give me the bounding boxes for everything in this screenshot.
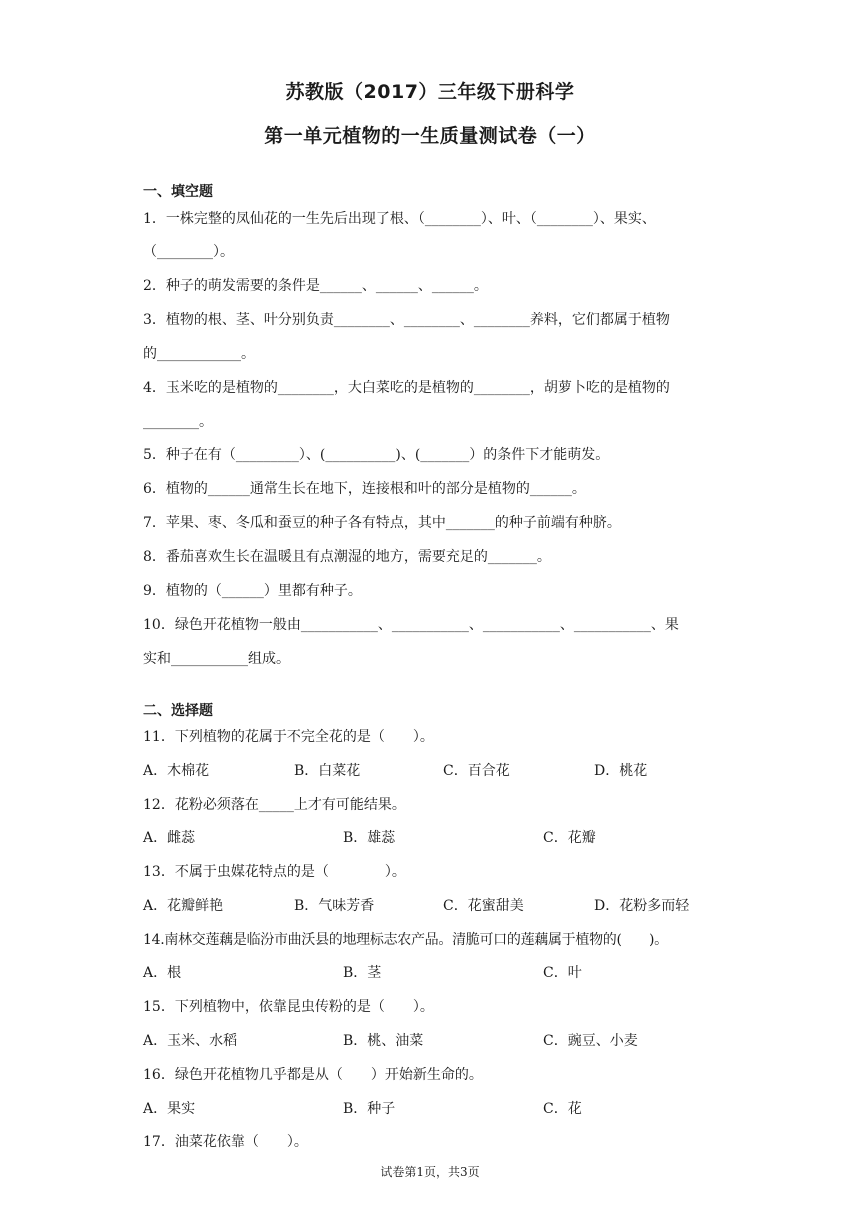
section-multiple-choice: 二、选择题 [143,703,213,719]
title-line-2: 第一单元植物的一生质量测试卷（一） [264,125,596,147]
question-1-line-1: 1．一株完整的凤仙花的一生先后出现了根、（________）、叶、（________）、果实、 [143,211,656,227]
question-10-line-1: 10．绿色开花植物一般由___________、___________、___________、___________、果 [143,617,679,633]
question-5: 5．种子在有（_________）、(__________)、(_______）的条件下才能萌发。 [143,447,610,463]
question-11-option-c: C．百合花 [443,763,510,779]
question-12: 12．花粉必须落在_____上才有可能结果。 [143,797,406,813]
question-15: 15．下列植物中，依靠昆虫传粉的是（ ）。 [143,999,434,1015]
question-2: 2．种子的萌发需要的条件是______、______、______。 [143,278,488,294]
page-footer: 试卷第1页，共3页 [380,1165,480,1179]
question-14: 14.南林交莲藕是临汾市曲沃县的地理标志农产品。清脆可口的莲藕属于植物的( )。 [143,932,668,948]
question-9: 9．植物的（______）里都有种子。 [143,583,362,599]
question-11: 11．下列植物的花属于不完全花的是（ ）。 [143,729,434,745]
question-3-line-2: 的____________。 [143,346,255,362]
question-15-option-b: B．桃、油菜 [343,1033,424,1049]
question-8: 8．番茄喜欢生长在温暖且有点潮湿的地方，需要充足的_______。 [143,549,551,565]
question-15-option-a: A．玉米、水稻 [143,1033,238,1049]
section-fill-blank: 一、填空题 [143,184,213,200]
question-14-option-a: A．根 [143,965,182,981]
question-14-option-b: B．茎 [343,965,382,981]
question-3-line-1: 3．植物的根、茎、叶分别负责________、________、________养料，它们都属于植物 [143,312,670,328]
question-11-option-d: D．桃花 [594,763,648,779]
question-16-option-b: B．种子 [343,1101,396,1117]
question-13-option-c: C．花蜜甜美 [443,898,524,914]
question-4-line-1: 4．玉米吃的是植物的________，大白菜吃的是植物的________，胡萝卜吃的是植物的 [143,380,670,396]
question-6: 6．植物的______通常生长在地下，连接根和叶的部分是植物的______。 [143,481,586,497]
question-4-line-2: ________。 [143,414,213,430]
question-13: 13．不属于虫媒花特点的是（ ）。 [143,864,406,880]
question-16: 16．绿色开花植物几乎都是从（ ）开始新生命的。 [143,1067,483,1083]
question-11-option-b: B．白菜花 [294,763,361,779]
question-16-option-c: C．花 [543,1101,582,1117]
question-17: 17．油菜花依靠（ ）。 [143,1134,308,1150]
question-13-option-b: B．气味芳香 [294,898,375,914]
question-12-option-c: C．花瓣 [543,830,596,846]
question-15-option-c: C．豌豆、小麦 [543,1033,638,1049]
question-14-option-c: C．叶 [543,965,582,981]
question-10-line-2: 实和___________组成。 [143,651,290,667]
question-13-option-d: D．花粉多而轻 [594,898,690,914]
question-13-option-a: A．花瓣鲜艳 [143,898,224,914]
question-11-option-a: A．木棉花 [143,763,210,779]
question-16-option-a: A．果实 [143,1101,196,1117]
question-1-line-2: （________）。 [143,244,234,260]
question-12-option-b: B．雄蕊 [343,830,396,846]
title-line-1: 苏教版（2017）三年级下册科学 [285,81,575,103]
question-12-option-a: A．雌蕊 [143,830,196,846]
question-7: 7．苹果、枣、冬瓜和蚕豆的种子各有特点，其中_______的种子前端有种脐。 [143,515,621,531]
